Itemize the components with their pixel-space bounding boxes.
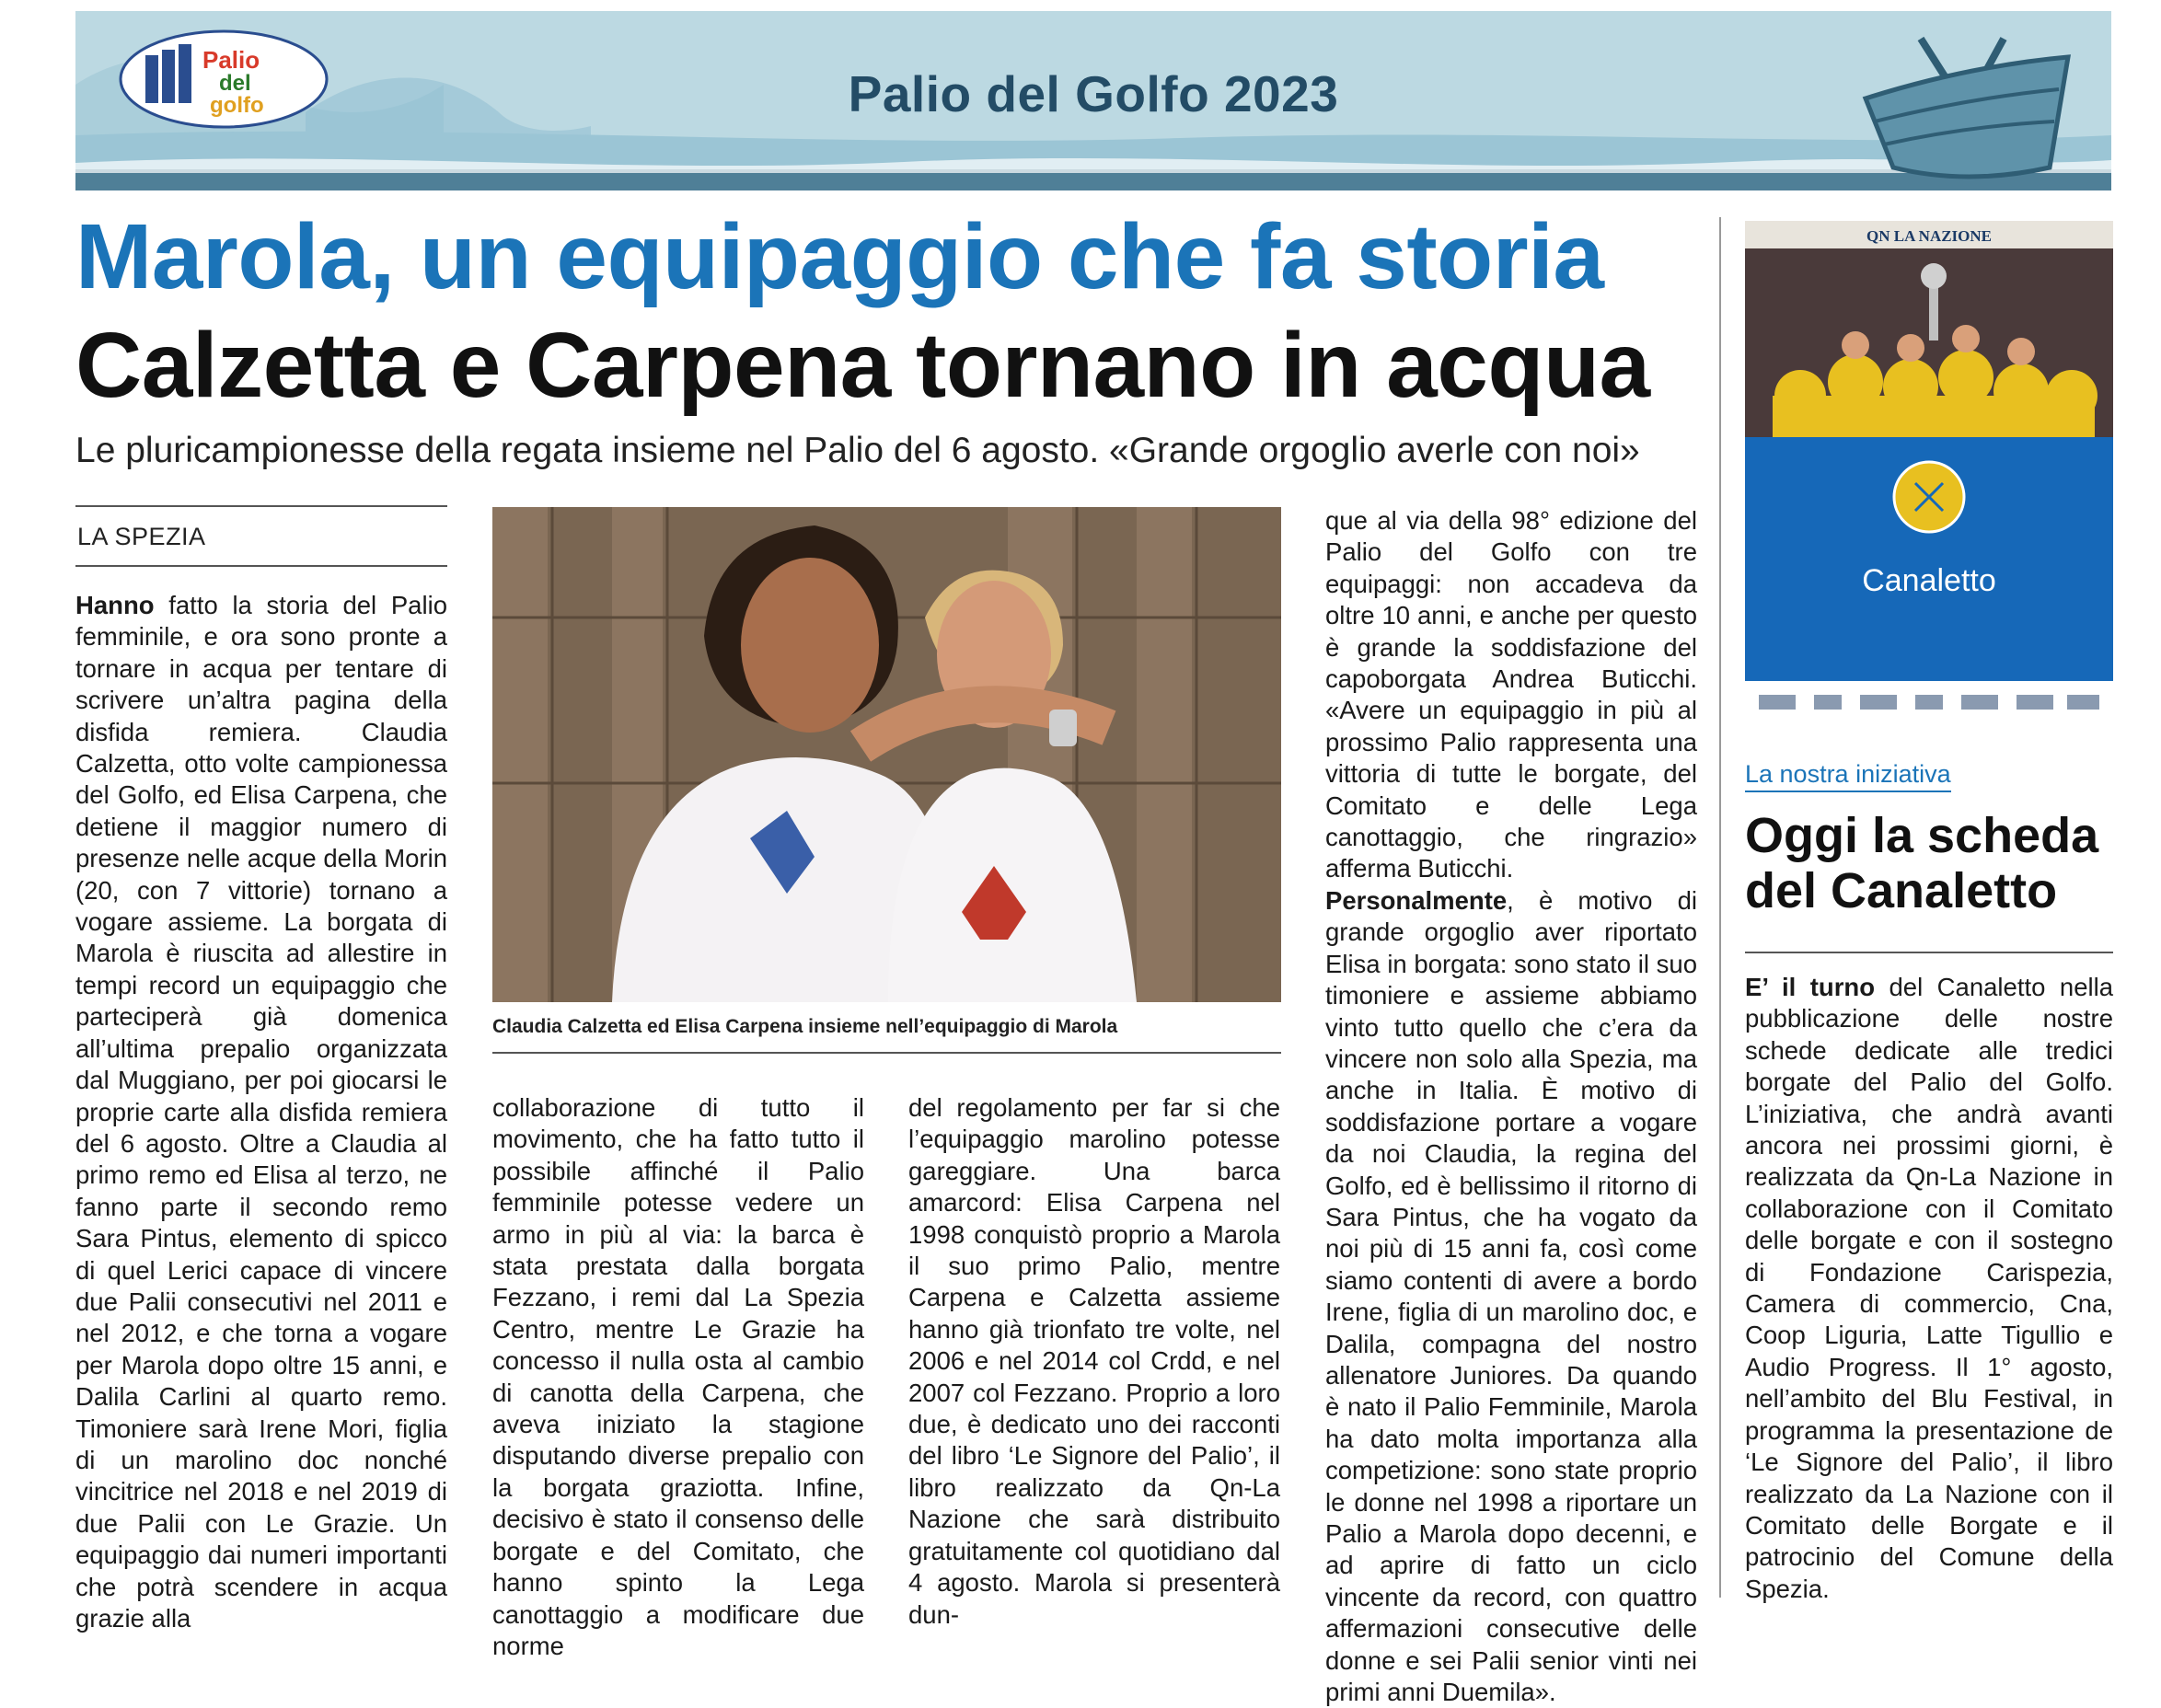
article-column-2: collaborazione di tutto il movimento, che ha fatto tutto il possibile affinché il Palio femminile potesse vedere un armo in più al via: la barca è stata prestata dalla borgata Fezzano, i remi dal La Spezia Centro, mentre Le Grazie ha concesso il nulla osta al cambio di canotta della Carpena, che aveva iniziato la stagione disputando diverse prepalio con la borgata graziotta. Infine, decisivo è stato il consenso delle borgate e del Comitato, che hanno spinto la Lega canottaggio a modificare due norme bbox=[492, 1093, 864, 1660]
header-banner bbox=[75, 11, 2111, 190]
article-photo bbox=[492, 507, 1281, 1002]
column-4-text-a: que al via della 98° edizione del Palio del Golfo con tre equipaggi: non accadeva da oltre 10 anni, e anche per questo è grande la soddisfazione del capoborgata Andrea Buticchi. «Avere un equipaggio in più al prossimo Palio rappresenta una vittoria di tutte le borgate, del Comitato e delle Lega canottaggio, che ringrazio» afferma Buticchi. bbox=[1325, 506, 1697, 883]
banner-title: Palio del Golfo 2023 bbox=[848, 65, 1339, 122]
sidebar-lead: E’ il turno bbox=[1745, 973, 1875, 1001]
column-1-text: fatto la storia del Palio femminile, e ora sono pronte a tornare in acqua per tentare di scrivere un’altra pagina della disfida remiera. Claudia Calzetta, otto volte campionessa del Golfo, ed Elisa Carpena, che detiene il maggior numero di presenze nelle acque della Morin (20, con 7 vittorie) tornano a vogare assieme. La borgata di Marola è riuscita ad allestire in tempi record un equipaggio che parteciperà già domenica all’ultima prepalio organizzata dal Muggiano, per poi giocarsi le proprie carte alla disfida remiera del 6 agosto. Oltre a Claudia al primo remo ed Elisa al terzo, ne fanno parte il secondo remo Sara Pintus, elemento di spicco di quel Lerici capace di vincere due Palii consecutivi nel 2011 e nel 2012, e che torna a vogare per Marola dopo oltre 15 anni, e Dalila Carlini al quarto remo. Timoniere sarà Irene Mori, figlia di un marolino doc nonché vincitrice nel 2018 e nel 2019 di due Palii con Le Grazie. Un equipaggio dai numeri importanti che potrà scendere in acqua grazie alla bbox=[75, 591, 447, 1633]
divider bbox=[75, 505, 447, 507]
cover-illustration bbox=[1745, 221, 2113, 727]
article-column-3: del regolamento per far si che l’equipaggio marolino potesse gareggiare. Una barca amarcord: Elisa Carpena nel 1998 conquistò proprio a Marola il suo primo Palio, mentre Carpena e Calzetta assieme hanno già trionfato tre volte, nel 2006 e nel 2014 col Crdd, e nel 2007 col Fezzano. Proprio a loro due, è dedicato uno dei racconti del libro ‘Le Signore del Palio’, il libro realizzato da Qn-La Nazione che sarà distribuito gratuitamente col quotidiano dal 4 agosto. Marola si presenterà dun- bbox=[908, 1093, 1280, 1629]
cover-masthead: QN LA NAZIONE bbox=[1866, 227, 1993, 245]
sidebar-text: del Canaletto nella pubblicazione delle nostre schede dedicate alle tredici borgate del Palio del Golfo. L’iniziativa, che andrà avanti ancora nei prossimi giorni, è realizzata da Qn-La Nazione in collaborazione con il Comitato delle borgate e con il sostegno di Fondazione Carispezia, Camera di commercio, Cna, Coop Liguria, Latte Tigullio e Audio Progress. Il 1° agosto, nell’ambito del Blu Festival, in programma la presentazione de ‘Le Signore del Palio’, il libro realizzato da La Nazione con il Comitato delle Borgate e il patrocinio del Comune della Spezia. bbox=[1745, 973, 2114, 1603]
logo-word-del: del bbox=[219, 71, 251, 96]
article-column-1 bbox=[75, 590, 447, 1634]
photo-two-rowers bbox=[492, 507, 1281, 1002]
divider bbox=[1745, 952, 2113, 953]
logo-word-golfo: golfo bbox=[210, 93, 264, 118]
sidebar-body bbox=[1745, 972, 2113, 1605]
article-column-4 bbox=[1325, 505, 1697, 1708]
headline-secondary: Calzetta e Carpena tornano in acqua bbox=[75, 314, 1650, 417]
headline: Marola, un equipaggio che fa storia bbox=[75, 205, 1604, 308]
column-divider bbox=[1719, 217, 1721, 1598]
column-4-text-b: , è motivo di grande orgoglio aver riportato Elisa in borgata: sono stato il suo timoniere e assieme abbiamo vinto tutto quello che c’era da vincere non solo alla Spezia, ma anche in Italia. È motivo di soddisfazione portare a vogare da noi Claudia, la regina del Golfo, ed è bellissimo il ritorno di Sara Pintus, che ha vogato da noi più di 15 anni fa, così come siamo contenti di avere a bordo Irene, figlia di un marolino doc, e Dalila, compagna del nostro allenatore Juniores. Da quando è nato il Palio Femminile, Marola ha dato molta importanza alla competizione: sono state proprio le donne nel 1998 a riportare un Palio a Marola dopo decenni, e ad aprire di fatto un ciclo vincente da record, con quattro affermazioni consecutive delle donne e sei Palii senior vinti nei primi anni Duemila». bbox=[1325, 885, 1697, 1707]
lead-word: Hanno bbox=[75, 591, 155, 619]
sidebar-kicker: La nostra iniziativa bbox=[1745, 760, 1951, 792]
divider bbox=[492, 1052, 1281, 1054]
photo-caption: Claudia Calzetta ed Elisa Carpena insieme nell’equipaggio di Marola bbox=[492, 1016, 1118, 1037]
canaletto-cover bbox=[1745, 221, 2113, 727]
rowing-boat-icon bbox=[1856, 29, 2077, 190]
sidebar-headline: Oggi la scheda del Canaletto bbox=[1745, 808, 2099, 918]
divider bbox=[75, 565, 447, 567]
cover-title: Canaletto bbox=[1862, 563, 1996, 598]
logo-word-palio: Palio bbox=[202, 46, 260, 74]
subheadline: Le pluricampionesse della regata insieme nel Palio del 6 agosto. «Grande orgoglio averle con noi» bbox=[75, 431, 1640, 470]
column-4-lead: Personalmente bbox=[1325, 885, 1508, 915]
dateline: LA SPEZIA bbox=[77, 523, 206, 550]
